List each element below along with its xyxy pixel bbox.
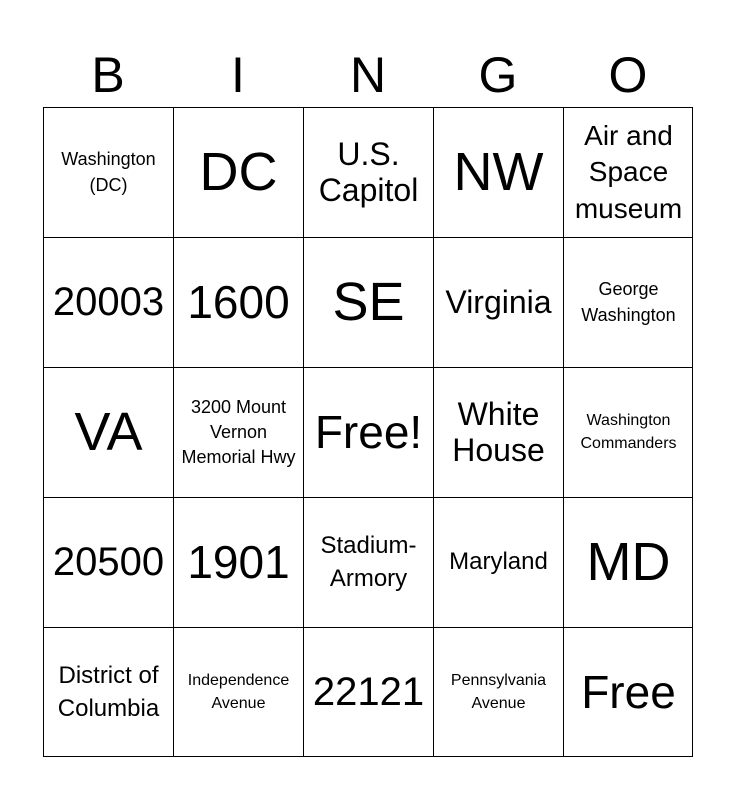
bingo-cell-r3c5[interactable]: Washington Commanders	[563, 367, 693, 497]
bingo-cell-r4c5[interactable]: MD	[563, 497, 693, 627]
bingo-cell-r2c5[interactable]: George Washington	[563, 237, 693, 367]
bingo-cell-r3c4[interactable]: White House	[433, 367, 563, 497]
bingo-cell-r4c3[interactable]: Stadium-Armory	[303, 497, 433, 627]
header-letter-i: I	[231, 47, 245, 103]
header-letter-n: N	[349, 47, 387, 103]
bingo-cell-r4c1[interactable]: 20500	[43, 497, 173, 627]
bingo-cell-r5c3[interactable]: 22121	[303, 627, 433, 757]
bingo-cell-r2c4[interactable]: Virginia	[433, 237, 563, 367]
header-letter-g: G	[478, 47, 518, 103]
bingo-cell-r3c3[interactable]: Free!	[303, 367, 433, 497]
bingo-cell-r1c1[interactable]: Washington (DC)	[43, 107, 173, 237]
bingo-cell-r5c1[interactable]: District of Columbia	[43, 627, 173, 757]
bingo-board	[43, 107, 693, 757]
bingo-cell-r3c1[interactable]: VA	[43, 367, 173, 497]
bingo-cell-r5c4[interactable]: Pennsylvania Avenue	[433, 627, 563, 757]
bingo-cell-r1c5[interactable]: Air and Space museum	[563, 107, 693, 237]
bingo-cell-r3c2[interactable]: 3200 Mount Vernon Memorial Hwy	[173, 367, 303, 497]
bingo-cell-r2c3[interactable]: SE	[303, 237, 433, 367]
bingo-cell-r4c4[interactable]: Maryland	[433, 497, 563, 627]
bingo-cell-r5c5[interactable]: Free	[563, 627, 693, 757]
bingo-cell-r4c2[interactable]: 1901	[173, 497, 303, 627]
bingo-cell-r2c2[interactable]: 1600	[173, 237, 303, 367]
bingo-cell-r5c2[interactable]: Independence Avenue	[173, 627, 303, 757]
bingo-cell-r1c4[interactable]: NW	[433, 107, 563, 237]
header-letter-b: B	[91, 47, 125, 103]
header-letter-o: O	[608, 47, 648, 103]
bingo-cell-r1c2[interactable]: DC	[173, 107, 303, 237]
bingo-header	[43, 44, 693, 106]
bingo-cell-r2c1[interactable]: 20003	[43, 237, 173, 367]
bingo-cell-r1c3[interactable]: U.S. Capitol	[303, 107, 433, 237]
